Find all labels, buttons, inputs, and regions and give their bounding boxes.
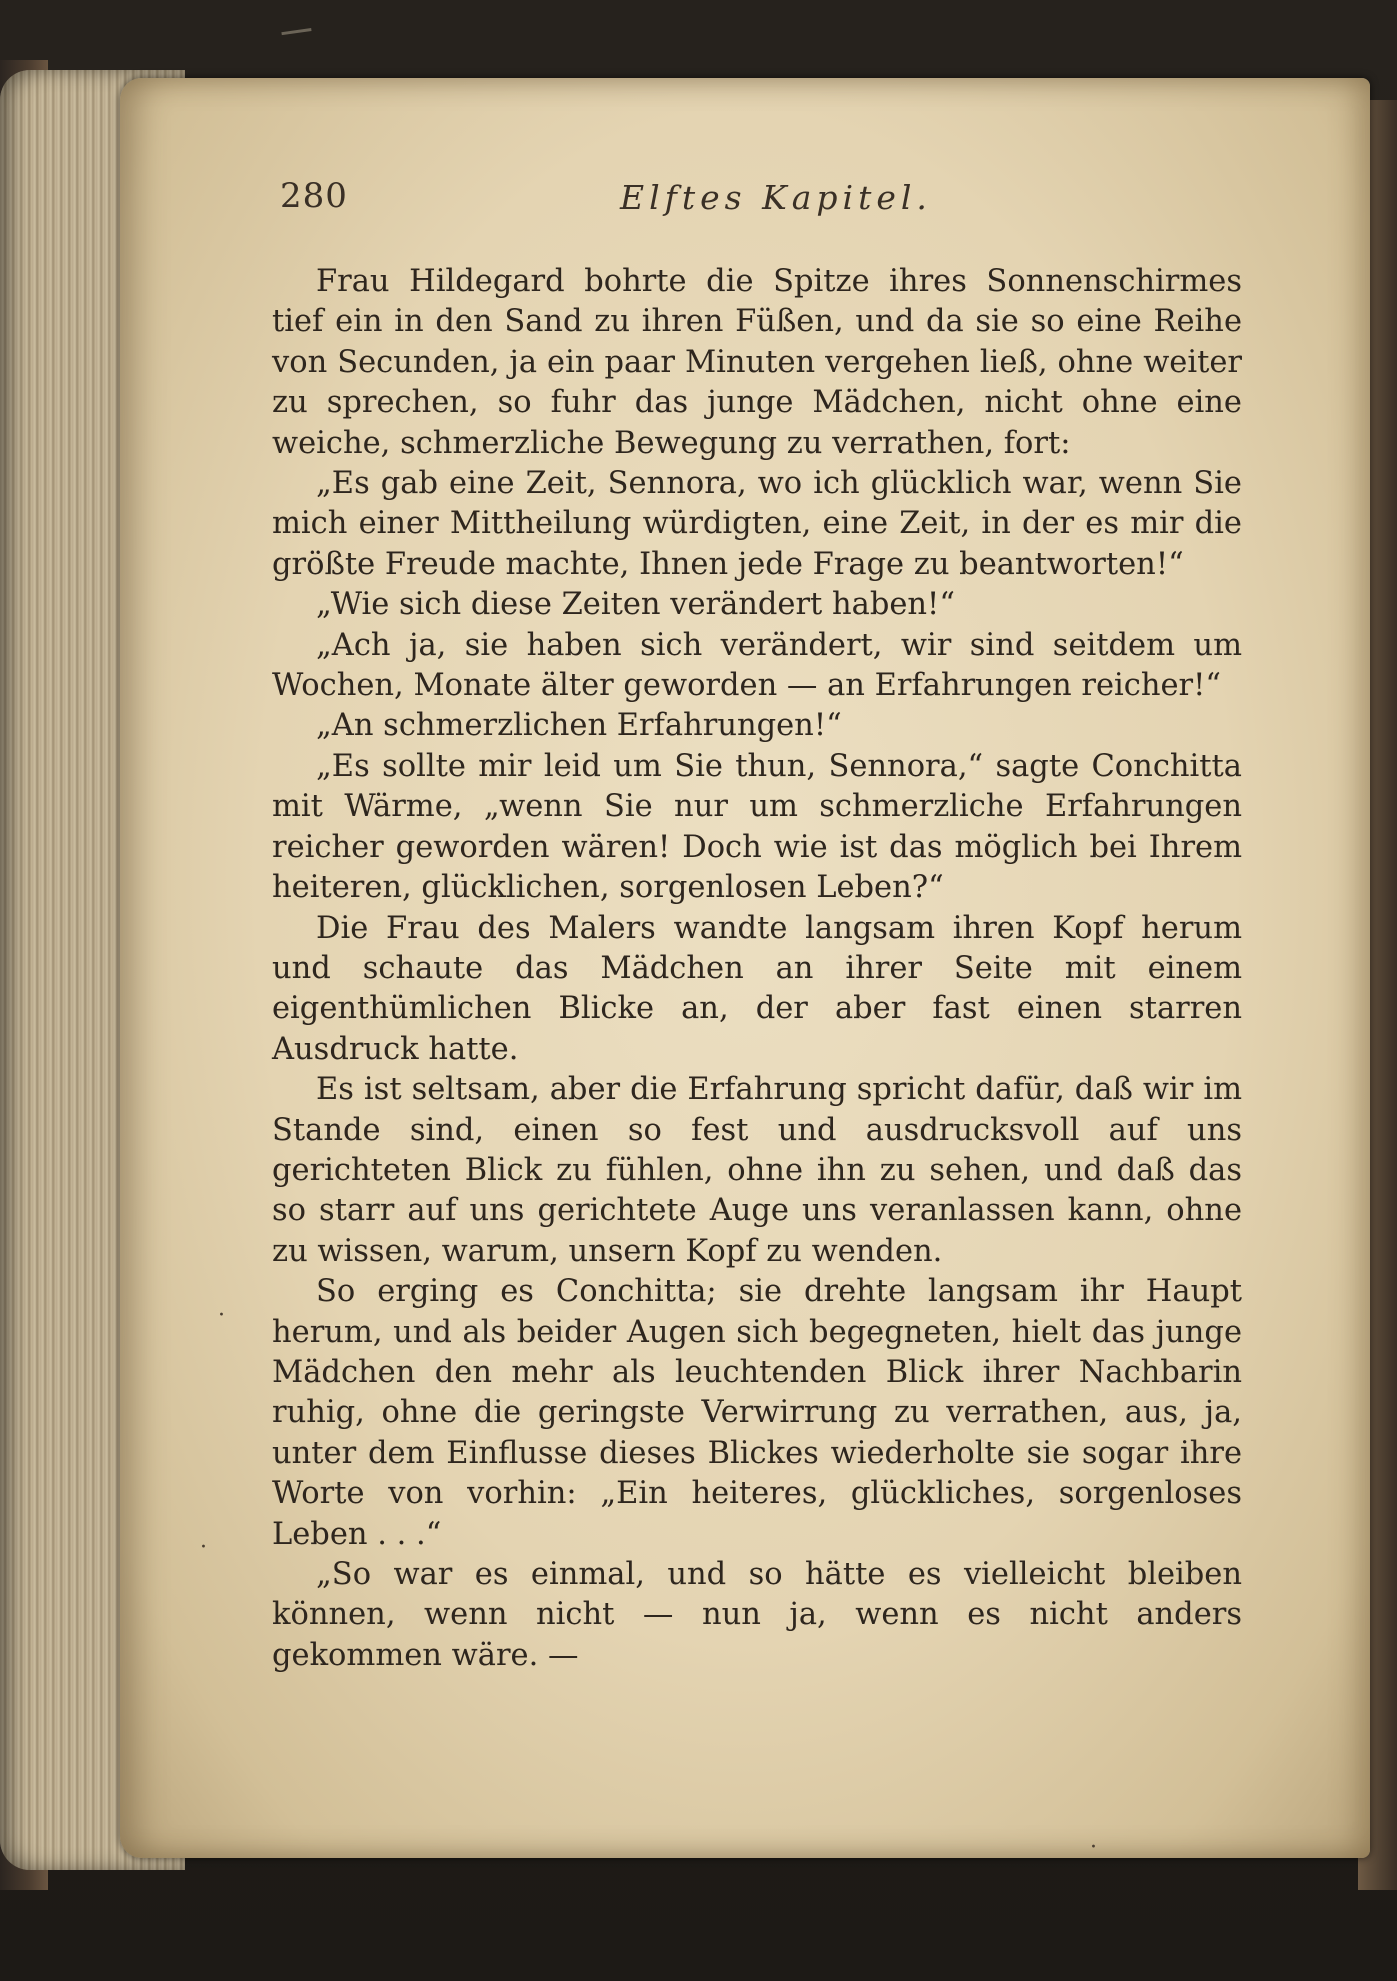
page-header [280, 176, 1220, 228]
paragraph: „Es sollte mir leid um Sie thun, Sennora,“ sagte Conchitta mit Wärme, „wenn Sie nur um schmerzliche Erfahrungen reicher geworden wären! Doch wie ist das möglich bei Ihrem heiteren, glücklichen, sorgenlosen Leben?“ [272, 748, 1242, 906]
paragraph: Die Frau des Malers wandte langsam ihren Kopf herum und schaute das Mädchen an ihrer Seite mit einem eigenthümlichen Blicke an, der aber fast einen starren Ausdruck hatte. [272, 910, 1242, 1067]
margin-dot: · [200, 1535, 207, 1560]
page-number: 280 [280, 176, 348, 216]
paragraph: „An schmerzlichen Erfahrungen!“ [316, 708, 842, 744]
page-body-text [272, 262, 1242, 1676]
margin-dot: · [1090, 1835, 1097, 1860]
margin-dot: · [218, 1303, 225, 1328]
scan-clip-mark [281, 28, 314, 57]
paragraph: Es ist seltsam, aber die Erfahrung spricht dafür, daß wir im Stande sind, einen so fest und ausdrucksvoll auf uns gerichteten Blick zu fühlen, ohne ihn zu sehen, und daß das so starr auf uns gerichtete Auge uns veranlassen kann, ohne zu wissen, warum, unsern Kopf zu wenden. [272, 1072, 1242, 1269]
paragraph: So erging es Conchitta; sie drehte langsam ihr Haupt herum, und als beider Augen sich begegneten, hielt das junge Mädchen den mehr als leuchtenden Blick ihrer Nachbarin ruhig, ohne die geringste Verwirrung zu verrathen, aus, ja, unter dem Einflusse dieses Blickes wiederholte sie sogar ihre Worte von vorhin: „Ein heiteres, glückliches, sorgenloses Leben . . .“ [272, 1274, 1242, 1552]
paragraph: „Es gab eine Zeit, Sennora, wo ich glücklich war, wenn Sie mich einer Mittheilung würdigten, eine Zeit, in der es mir die größte Freude machte, Ihnen jede Frage zu beantworten!“ [272, 466, 1242, 582]
chapter-title: Elftes Kapitel. [620, 178, 932, 217]
paragraph: Frau Hildegard bohrte die Spitze ihres Sonnenschirmes tief ein in den Sand zu ihren Füßen, und da sie so eine Reihe von Secunden, ja ein paar Minuten vergehen ließ, ohne weiter zu sprechen, so fuhr das junge Mädchen, nicht ohne eine weiche, schmerzliche Bewegung zu verrathen, fort: [272, 264, 1242, 461]
paragraph: „So war es einmal, und so hätte es vielleicht bleiben können, wenn nicht — nun ja, wenn es nicht anders gekommen wäre. — [272, 1557, 1242, 1673]
paragraph: „Wie sich diese Zeiten verändert haben!“ [316, 587, 955, 623]
paragraph: „Ach ja, sie haben sich verändert, wir sind seitdem um Wochen, Monate älter geworden — an Erfahrungen reicher!“ [272, 627, 1242, 704]
